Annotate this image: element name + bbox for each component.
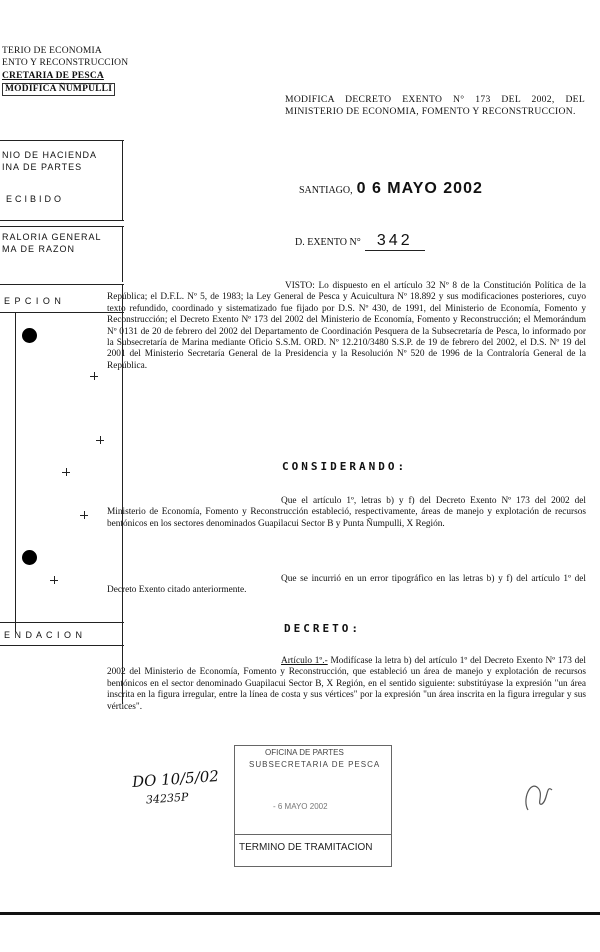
place-label: SANTIAGO, (299, 185, 353, 196)
recibido-label: ECIBIDO (6, 194, 65, 204)
letterhead-ministry: TERIO DE ECONOMIA (2, 46, 102, 56)
decree-number-label: D. EXENTO N° (295, 237, 361, 248)
visto-paragraph: VISTO: Lo dispuesto en el artículo 32 Nº 8 de la Constitución Política de la República; el D.F.L. Nº 5, de 1983; la Ley General de Pesca y Acuicultura Nº 18.892 y sus modificaciones posteriores, cuyo texto refundido, coordinado y sistematizado fue fijado por D.S. Nº 430, de 1991, del Ministerio de Economía, Fomento y Reconstrucción; el Decreto Exento Nº 173 del 2002 del Ministerio de Economía, Fomento y Reconstrucción; el Memorándum Nº 0131 de 20 de febrero del 2002 del Departamento de Coordinación Pesquera de la Subsecretaría de Pesca, lo informado por la Subsecretaría de Marina mediante Oficio S.S.M. ORD. Nº 12.210/3480 S.S.P. de 19 de febrero del 2002, el D.S. Nº 19 del 2001 del Ministerio Secretaría General de la Presidencia y la Resolución Nº 520 de 1996 de la Contraloría General de la República. (107, 281, 586, 371)
contraloria-label: RALORIA GENERAL (2, 232, 102, 242)
hacienda-label: NIO DE HACIENDA (2, 150, 98, 160)
letterhead-reconstruction: ENTO Y RECONSTRUCCION (2, 58, 129, 68)
considerando-1: Que el artículo 1º, letras b) y f) del Decreto Exento Nº 173 del 2002 del Ministerio de Economía, Fomento y Reconstrucción estableció, respectivamente, áreas de manejo y explotación de recursos bentónicos en los sectores denominados Guapilacui Sector B y Punta Ñumpulli, X Región. (107, 496, 586, 529)
decreto-heading: DECRETO: (284, 622, 361, 635)
stamp-line-2: SUBSECRETARIA DE PESCA (249, 760, 381, 769)
stamp-line-1: OFICINA DE PARTES (265, 748, 344, 757)
articulo-1-paragraph (107, 656, 586, 713)
date-stamp: 0 6 MAYO 2002 (356, 180, 483, 197)
handwritten-note-1: DO 10/5/02 (131, 766, 220, 792)
place-date (299, 180, 483, 198)
recepcion-label: E P C I O N (4, 296, 62, 306)
articulo-1-text: Modifícase la letra b) del artículo 1º del Decreto Exento Nº 173 del 2002 del Ministerio de Economía, Fomento y Reconstrucción, que estableció un área de manejo y explotación de recursos bentónicos en el sector denominado Guapilacui Sector B, X Región, en el sentido siguiente: substitúyase la expresión "un área inscrita en la figura irregular, entre la línea de costa y sus vértices" por la expresión "un área inscrita en la figura irregular y sus vértices". (107, 656, 586, 712)
oficina-partes-label: INA DE PARTES (2, 162, 83, 172)
decree-number (295, 232, 425, 251)
articulo-1-label: Artículo 1º.- (281, 656, 328, 666)
signature-mark (520, 770, 560, 820)
considerando-heading: CONSIDERANDO: (282, 460, 408, 473)
letterhead-ref: MODIFICA ÑUMPULLI (2, 83, 115, 96)
oficina-partes-stamp (234, 745, 392, 867)
decree-title: MODIFICA DECRETO EXENTO N° 173 DEL 2002, DEL MINISTERIO DE ECONOMIA, FOMENTO Y RECONSTRUCCION. (285, 94, 585, 117)
toma-razon-label: MA DE RAZON (2, 244, 76, 254)
punch-hole-bottom (22, 550, 37, 565)
stamp-line-4: TERMINO DE TRAMITACION (239, 842, 373, 853)
punch-hole-top (22, 328, 37, 343)
considerando-2: Que se incurrió en un error tipográfico en las letras b) y f) del artículo 1º del Decreto Exento citado anteriormente. (107, 574, 586, 596)
recomendacion-label: E N D A C I O N (4, 630, 84, 640)
stamp-line-3: - 6 MAYO 2002 (273, 802, 328, 811)
handwritten-note-2: 34235P (145, 790, 189, 807)
letterhead-subsecretaria: CRETARIA DE PESCA (2, 71, 104, 81)
decree-number-value: 342 (365, 232, 425, 251)
